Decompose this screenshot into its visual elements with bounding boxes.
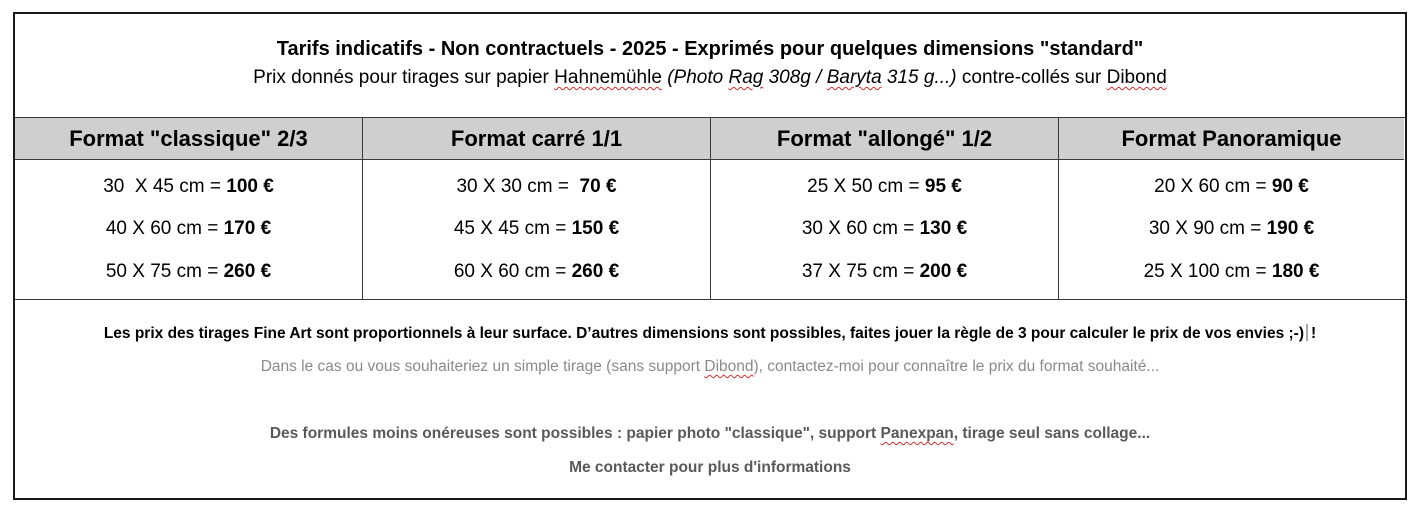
- subtitle-mid: contre-collés sur: [956, 67, 1107, 88]
- column-header: Format Panoramique: [1059, 118, 1404, 160]
- text-cursor: [1306, 324, 1308, 341]
- price-row: [15, 218, 362, 240]
- price-grid: [15, 117, 1405, 300]
- paper-types-mid: 308g /: [763, 67, 827, 88]
- page-title: Tarifs indicatifs - Non contractuels - 2025 - Exprimés pour quelques dimensions "standard": [276, 38, 1144, 60]
- price-row: [363, 261, 710, 283]
- size-label: 37 X 75 cm =: [801, 261, 920, 282]
- note-text-end: ), contactez-moi pour connaître le prix du format souhaité...: [753, 358, 1160, 375]
- notes-section: [15, 300, 1405, 500]
- price-row: [711, 218, 1058, 240]
- paper-baryta: Baryta: [826, 67, 882, 88]
- note-text: Dans le cas ou vous souhaiteriez un simple tirage (sans support: [260, 358, 705, 375]
- size-label: 25 X 50 cm =: [807, 176, 925, 197]
- price-table-frame: [13, 12, 1407, 500]
- price-value: 90 €: [1271, 176, 1309, 197]
- size-label: 20 X 60 cm =: [1154, 176, 1272, 197]
- column-header: Format carré 1/1: [363, 118, 710, 160]
- note-exclamation: !: [1311, 325, 1317, 342]
- price-row: [711, 176, 1058, 198]
- note-text: Les prix des tirages Fine Art sont proportionnels à leur surface. D’autres dimensions sont possibles, faites jouer la règle de 3 pour calculer le prix de vos envies ;-): [103, 325, 1304, 342]
- contact-note: Me contacter pour plus d'informations: [569, 459, 851, 476]
- price-row: [363, 176, 710, 198]
- column-allonge: [710, 118, 1058, 299]
- simple-print-note: [15, 358, 1405, 376]
- size-label: 30 X 45 cm =: [103, 176, 227, 197]
- size-label: 30 X 30 cm =: [456, 176, 580, 197]
- table-header: [15, 14, 1405, 117]
- paper-types-open: (Photo: [661, 67, 729, 88]
- note-text-end: , tirage seul sans collage...: [953, 425, 1151, 442]
- price-row: [15, 176, 362, 198]
- column-header: Format "classique" 2/3: [15, 118, 362, 160]
- paper-rag: Rag: [728, 67, 764, 88]
- brand-hahnemuhle: Hahnemühle: [554, 67, 662, 88]
- brand-dibond: Dibond: [704, 358, 754, 375]
- price-row: [15, 261, 362, 283]
- size-label: 30 X 90 cm =: [1148, 218, 1267, 239]
- column-header: Format "allongé" 1/2: [711, 118, 1058, 160]
- price-row: [363, 218, 710, 240]
- note-text: Des formules moins onéreuses sont possibles : papier photo "classique", support: [269, 425, 881, 442]
- price-value: 95 €: [924, 176, 962, 197]
- price-value: 130 €: [919, 218, 968, 239]
- brand-dibond: Dibond: [1106, 67, 1167, 88]
- price-value: 150 €: [571, 218, 620, 239]
- cheaper-options-note: [15, 425, 1405, 443]
- subtitle: [15, 67, 1405, 89]
- size-label: 40 X 60 cm =: [105, 218, 224, 239]
- price-row: [711, 261, 1058, 283]
- size-label: 25 X 100 cm =: [1143, 261, 1272, 282]
- paper-types-close: 315 g...): [881, 67, 957, 88]
- brand-panexpan: Panexpan: [880, 425, 954, 442]
- column-panoramique: [1058, 118, 1404, 299]
- price-value: 180 €: [1271, 261, 1320, 282]
- price-value: 190 €: [1266, 218, 1315, 239]
- price-value: 260 €: [571, 261, 620, 282]
- size-label: 30 X 60 cm =: [801, 218, 920, 239]
- size-label: 50 X 75 cm =: [105, 261, 224, 282]
- price-value: 100 €: [226, 176, 274, 197]
- price-value: 170 €: [223, 218, 272, 239]
- price-row: [1059, 218, 1404, 240]
- column-carre: [362, 118, 710, 299]
- size-label: 60 X 60 cm =: [453, 261, 572, 282]
- column-classique: [15, 118, 362, 299]
- price-row: [1059, 261, 1404, 283]
- price-value: 260 €: [223, 261, 272, 282]
- price-value: 70 €: [579, 176, 617, 197]
- proportional-pricing-note: [15, 324, 1405, 343]
- size-label: 45 X 45 cm =: [453, 218, 572, 239]
- paper-types: [662, 67, 957, 88]
- price-value: 200 €: [919, 261, 968, 282]
- price-row: [1059, 176, 1404, 198]
- subtitle-text: Prix donnés pour tirages sur papier: [253, 67, 555, 88]
